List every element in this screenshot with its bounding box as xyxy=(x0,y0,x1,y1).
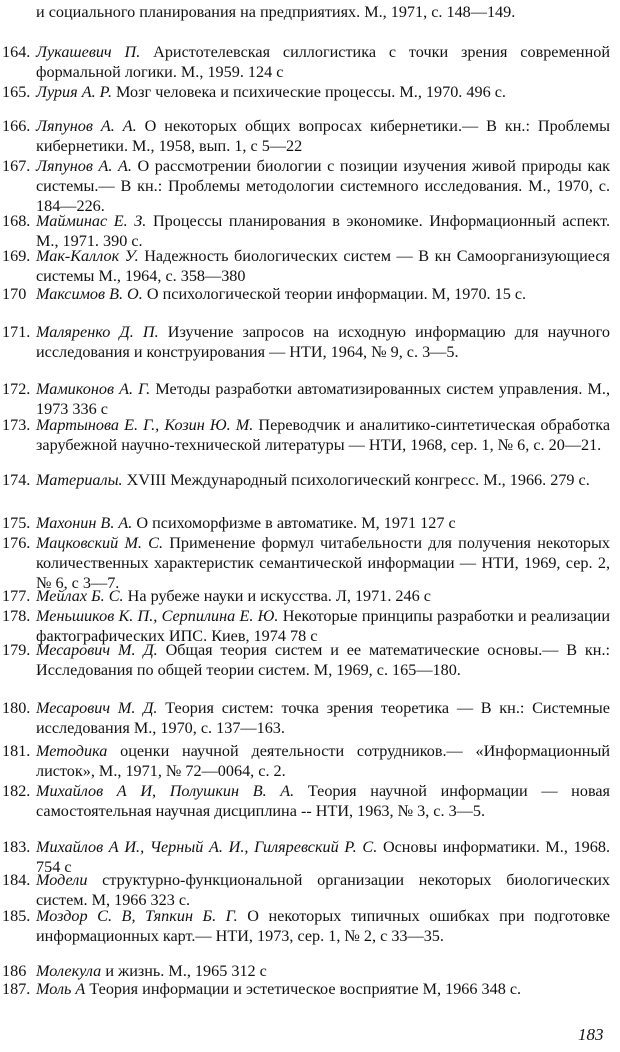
reference-body xyxy=(36,979,610,999)
reference-text: На рубеже науки и искусства. Л, 1971. 246 с xyxy=(127,587,431,605)
reference-body xyxy=(36,961,610,981)
reference-number: 181. xyxy=(2,742,31,760)
reference-author: Методика xyxy=(36,742,108,760)
reference-author: Майминас Е. З. xyxy=(36,212,147,230)
reference-number: 186 xyxy=(2,962,27,980)
reference-text: Теория научной информации — новая самостоятельная научная дисциплина -- НТИ, 1963, № 3, с. 3—5. xyxy=(36,782,610,820)
reference-text: О рассмотрении биологии с позиции изучения живой природы как системы.— В кн.: Проблемы методологии системного исследования. М., 1970, с. 184—226. xyxy=(36,157,610,215)
reference-number: 177. xyxy=(2,587,31,605)
reference-author: Михайлов А И, Полушкин В. А. xyxy=(36,782,295,800)
reference-author: Махонин В. А. xyxy=(36,514,133,532)
reference-body xyxy=(36,640,610,680)
reference-author: Мацковский М. С. xyxy=(36,534,164,552)
reference-body xyxy=(36,698,610,738)
reference-body xyxy=(36,284,610,304)
reference-number: 173. xyxy=(2,416,31,434)
reference-text: Применение формул читабельности для получения некоторых количественных характеристик семантической информации — НТИ, 1969, сер. 2, № 6, с 3—7. xyxy=(36,534,610,592)
reference-body xyxy=(36,322,610,362)
reference-number: 164. xyxy=(2,43,31,61)
reference-text: Надежность биологических систем — В кн Самоорганизующиеся системы М., 1964, с. 358—380 xyxy=(36,247,610,285)
reference-text: Теория информации и эстетическое восприятие М, 1966 348 с. xyxy=(89,980,522,998)
reference-number: 182. xyxy=(2,782,31,800)
reference-author: Лурия А. Р. xyxy=(36,83,112,101)
reference-text: Общая теория систем и ее математические основы.— В кн.: Исследования по общей теории систем. М, 1969, с. 165—180. xyxy=(36,641,611,679)
reference-number: 180. xyxy=(2,699,31,717)
reference-body xyxy=(36,781,610,821)
reference-number: 183. xyxy=(2,838,31,856)
reference-number: 179. xyxy=(2,641,31,659)
reference-text: структурно-функциональной организации некоторых биологических систем. М, 1966 323 с. xyxy=(36,871,610,909)
reference-text: О психоморфизме в автоматике. М, 1971 127 с xyxy=(136,514,456,532)
reference-text: О психологической теории информации. М, 1970. 15 с. xyxy=(146,285,527,303)
reference-body xyxy=(36,513,610,533)
reference-body xyxy=(36,415,610,455)
reference-author: Лукашевич П. xyxy=(36,43,141,61)
reference-text: оценки научной деятельности сотрудников.— «Информационный листок», М., 1971, № 72—0064, с. 2. xyxy=(36,742,610,780)
reference-author: Михайлов А И., Черный А. И., Гиляревский Р. С. xyxy=(36,838,378,856)
reference-text: О некоторых общих вопросах кибернетики.— В кн.: Проблемы кибернетики. М., 1958, вып. 1, с 5—22 xyxy=(36,117,610,155)
reference-number: 166. xyxy=(2,117,31,135)
reference-number: 185. xyxy=(2,907,31,925)
reference-text: Некоторые принципы разработки и реализации фактографических ИПС. Киев, 1974 78 с xyxy=(36,607,611,645)
reference-body xyxy=(36,906,610,946)
reference-text: Аристотелевская силлогистика с точки зрения современной формальной логики. М., 1959. 124 с xyxy=(36,43,611,81)
reference-text: Мозг человека и психические процессы. М., 1970. 496 с. xyxy=(116,83,506,101)
reference-number: 165. xyxy=(2,83,31,101)
reference-body xyxy=(36,211,610,251)
reference-number: 187. xyxy=(2,980,31,998)
reference-text: Теория систем: точка зрения теоретика — В кн.: Системные исследования М., 1970, с. 137—163. xyxy=(36,699,610,737)
reference-text: и жизнь. М., 1965 312 с xyxy=(105,962,267,980)
reference-author: Месарович М. Д. xyxy=(36,641,158,659)
page-number: 183 xyxy=(578,1025,604,1044)
reference-body xyxy=(36,379,610,419)
reference-author: Максимов В. О. xyxy=(36,285,143,303)
reference-number: 170 xyxy=(2,285,27,303)
reference-body xyxy=(36,116,610,156)
reference-body xyxy=(36,82,610,102)
reference-text: Процессы планирования в экономике. Информационный аспект. М., 1971. 390 с. xyxy=(36,212,610,250)
reference-author: Моздор С. В, Тяпкин Б. Г. xyxy=(36,907,238,925)
reference-text: Основы информатики. М., 1968. 754 с xyxy=(36,838,611,876)
reference-author: Моль А xyxy=(36,980,86,998)
reference-body xyxy=(36,246,610,286)
reference-text: О некоторых типичных ошибках при подготовке информационных карт.— НТИ, 1973, сер. 1, № 2, с 33—35. xyxy=(36,907,610,945)
reference-author: Модели xyxy=(36,871,88,889)
reference-author: Мартынова Е. Г., Козин Ю. М. xyxy=(36,416,254,434)
reference-author: Мамиконов А. Г. xyxy=(36,380,151,398)
reference-author: Материалы. xyxy=(36,471,123,489)
reference-author: Маляренко Д. П. xyxy=(36,323,159,341)
reference-number: 168. xyxy=(2,212,31,230)
reference-body xyxy=(36,470,610,490)
reference-body xyxy=(36,42,610,82)
reference-text: Изучение запросов на исходную информацию для научного исследования и конструирования — НТИ, 1964, № 9, с. 3—5. xyxy=(36,323,610,361)
reference-author: Ляпунов А. А. xyxy=(36,117,137,135)
reference-body xyxy=(36,741,610,781)
reference-body xyxy=(36,586,610,606)
reference-author: Мак-Каллок У. xyxy=(36,247,139,265)
continuation-text: и социального планирования на предприятиях. М., 1971, с. 148—149. xyxy=(36,3,516,21)
reference-number: 167. xyxy=(2,157,31,175)
reference-body xyxy=(36,533,610,593)
reference-number: 172. xyxy=(2,380,31,398)
reference-number: 184. xyxy=(2,871,31,889)
reference-author: Молекула xyxy=(36,962,102,980)
reference-author: Мейлах Б. С. xyxy=(36,587,124,605)
reference-number: 174. xyxy=(2,471,31,489)
reference-text: Методы разработки автоматизированных систем управления. М., 1973 336 с xyxy=(36,380,611,418)
reference-text: Переводчик и аналитико-синтетическая обработка зарубежной научно-технической литературы — НТИ, 1968, сер. 1, № 6, с. 20—21. xyxy=(36,416,610,454)
reference-number: 169. xyxy=(2,247,31,265)
reference-text: XVIII Международный психологический конгресс. М., 1966. 279 с. xyxy=(126,471,590,489)
reference-body xyxy=(36,156,610,216)
reference-number: 178. xyxy=(2,607,31,625)
reference-number: 175. xyxy=(2,514,31,532)
reference-author: Месарович М. Д. xyxy=(36,699,158,717)
reference-number: 176. xyxy=(2,534,31,552)
reference-body xyxy=(36,870,610,910)
reference-number: 171. xyxy=(2,323,31,341)
reference-author: Ляпунов А. А. xyxy=(36,157,132,175)
reference-author: Меньшиков К. П., Серпилина Е. Ю. xyxy=(36,607,279,625)
